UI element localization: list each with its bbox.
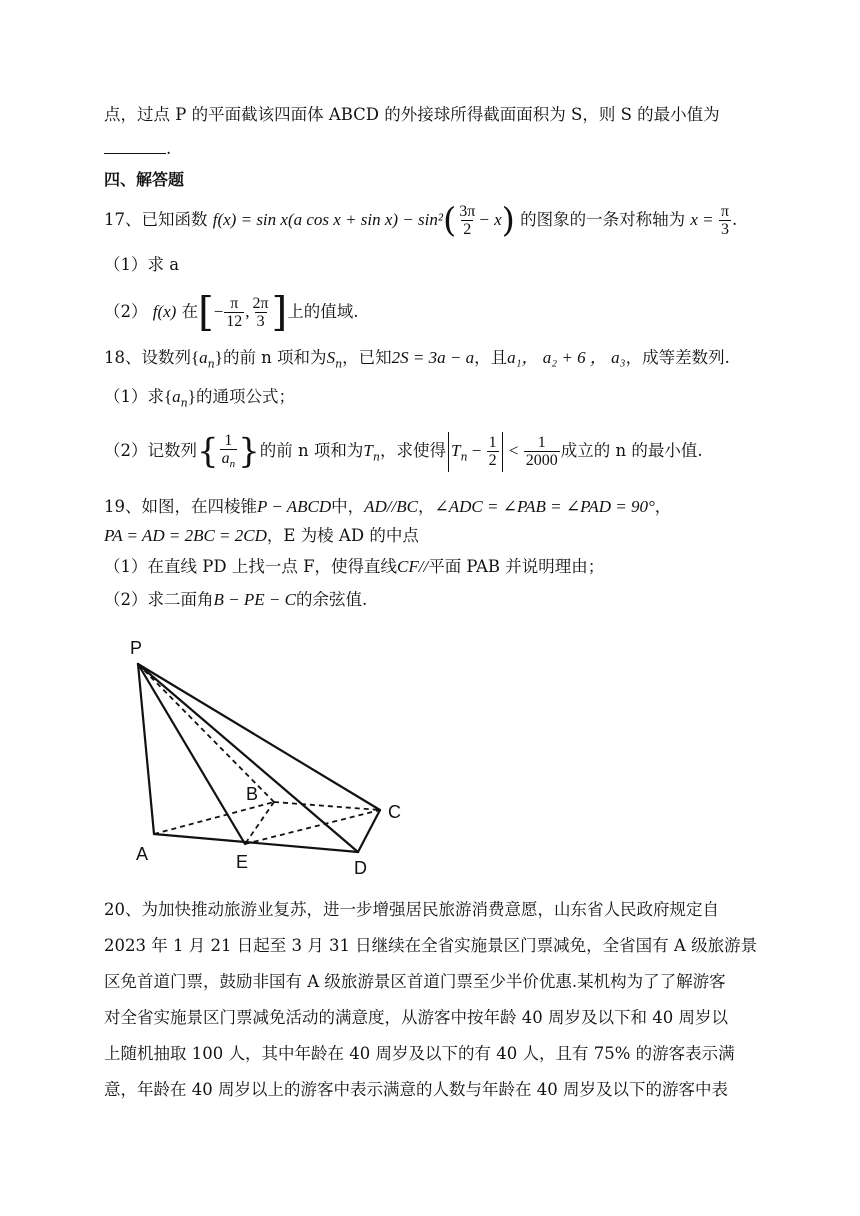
frac-num: π (720, 202, 729, 220)
rhs-fraction (524, 435, 560, 469)
edge-EC (245, 810, 380, 844)
edge-AD (154, 834, 358, 852)
part1-tail: 的通项公式； (195, 387, 295, 406)
seq-t: T (363, 441, 373, 460)
q18-statement: 18、设数列$\{a_n\}$的前 n 项和为$S_n$，已知2S = 3a − a，且a₁， a₂ + 6 ， a₃，成等差数列. (104, 348, 730, 371)
edge-BC (274, 802, 380, 810)
q19-pyramid: P − ABCD (257, 497, 332, 516)
right-bracket: ] (271, 289, 288, 336)
q19-c2: ， (654, 497, 672, 516)
left-bracket: [ (198, 289, 214, 336)
q17-function: f(x) = sin x(a cos x + sin x) − sin² (212, 210, 443, 229)
q18-condition: 2S = 3a − a (391, 348, 475, 367)
edge-PC (138, 664, 380, 810)
part-label: （2） (104, 302, 153, 321)
q17-mid: 的图象的一条对称轴为 (514, 210, 691, 229)
connector: 在 (176, 302, 199, 321)
q20-line2: 2023 年 1 月 21 日起至 3 月 31 日继续在全省实施景区门票减免，全省国有 A 级旅游景 (104, 936, 758, 955)
q18-text-e: ，成等差数列. (625, 348, 730, 367)
period: . (166, 139, 172, 158)
frac-num: 1 (537, 433, 546, 451)
edge-PE (138, 664, 245, 844)
answer-blank (104, 139, 166, 154)
part-label: （1）求 (104, 387, 164, 406)
q20-line3: 区免首道门票，鼓励非国有 A 级旅游景区首道门票至少半价优惠.某机构为了了解游客 (104, 972, 726, 991)
seq-t: T (450, 441, 461, 460)
q19-equalities: PA = AD = 2BC = 2CD (104, 526, 267, 545)
frac-den: 3 (720, 220, 729, 238)
right-brace: } (238, 431, 260, 472)
seq-a: a (172, 387, 181, 406)
q18-text-d: ，且 (474, 348, 508, 367)
part2-tail: 上的值域. (287, 302, 359, 321)
q19-parallel: AD//BC (364, 497, 418, 516)
function-fx: f(x) (152, 302, 177, 321)
q19-part2 (104, 588, 764, 612)
half-fraction (487, 435, 499, 469)
part-label: （1）在直线 PD 上找一点 F，使得直线 (104, 557, 398, 576)
pyramid-figure (124, 632, 424, 882)
frac-num: π (230, 294, 239, 312)
edge-DC (358, 810, 380, 852)
period: . (732, 210, 738, 229)
part-label: （2）记数列 (104, 441, 197, 460)
q19-line1 (104, 495, 764, 519)
recip-fraction (220, 433, 238, 470)
q17-arg-tail: − x (478, 210, 502, 229)
q19-dihedral: B − PE − C (213, 590, 296, 609)
interval-hi (251, 296, 271, 330)
answer-blank-line (104, 137, 764, 161)
q19-prefix: 19、如图，在四棱锥 (104, 497, 257, 516)
label-A: A (136, 844, 149, 864)
q18-text-c: ，已知 (342, 348, 392, 367)
label-E: E (236, 852, 249, 872)
frac-num: 2π (252, 294, 269, 312)
right-paren: ) (501, 200, 515, 241)
edge-BE (245, 802, 274, 844)
q18-part2: （2）记数列{ $\frac{1}{a_n}$ }的前 n 项和为$T_n$，求使得 $T_n$ − $\frac{1}{2}$ < $\frac{1}{2000}$ 成立的 n 的最小值. (104, 431, 703, 472)
edge-PA (138, 664, 154, 834)
left-paren: ( (443, 200, 457, 241)
q19-part1 (104, 555, 764, 579)
q17-part2: （2） f(x) 在[− $\frac{\pi}{12}$ , $\frac{2\pi}{3}$ ]上的值域. (104, 289, 359, 336)
frac-num: 1 (488, 433, 497, 451)
part-label: （2）求二面角 (104, 590, 214, 609)
q20-line6: 意，年龄在 40 周岁以上的游客中表示满意的人数与年龄在 40 周岁及以下的游客中表 (104, 1080, 728, 1099)
frac-num: 1 (224, 431, 233, 449)
frac-den: $a_n$ (221, 449, 236, 471)
q18-terms: a₁， a₂ + 6 ， a₃ (507, 348, 626, 367)
q19-cf: CF// (397, 557, 429, 576)
q18-text-b: 的前 n 项和为 (222, 348, 327, 367)
q17-axis-lhs: x = (690, 210, 718, 229)
edge-AB (154, 802, 274, 834)
q19-line2 (104, 524, 764, 548)
frac-den: 3 (256, 312, 265, 330)
problem16-tail-line (104, 103, 764, 127)
frac-den: 2 (463, 220, 472, 238)
label-D: D (354, 858, 367, 878)
label-C: C (388, 802, 401, 822)
q17-part1: （1）求 a (104, 255, 180, 274)
seq-a: a (199, 348, 208, 367)
label-P: P (130, 638, 143, 658)
q18-2b: 的前 n 项和为 (259, 441, 364, 460)
q17-axis-fraction (719, 204, 731, 238)
q20-line5: 上随机抽取 100 人，其中年龄在 40 周岁及以下的有 40 人，且有 75% 的游客表示满 (104, 1044, 735, 1063)
label-B: B (246, 784, 259, 804)
interval-lo (224, 296, 244, 330)
q19-b: 中， (331, 497, 365, 516)
left-brace: { (197, 431, 219, 472)
frac-num: 3π (459, 202, 476, 220)
q18-2d: 成立的 n 的最小值. (560, 441, 703, 460)
frac-den: 2 (488, 451, 497, 469)
problem16-tail-text: 点，过点 P 的平面截该四面体 ABCD 的外接球所得截面面积为 S，则 S 的最小值为 (104, 105, 720, 124)
q20-line1: 20、为加快推动旅游业复苏，进一步增强居民旅游消费意愿，山东省人民政府规定自 (104, 900, 719, 919)
q17-arg-fraction (457, 204, 477, 238)
q17-prefix: 17、已知函数 (104, 210, 213, 229)
q19-c: ， (417, 497, 435, 516)
q18-prefix: 18、设数列 (104, 348, 191, 367)
part1-tail: 平面 PAB 并说明理由； (428, 557, 605, 576)
q17-statement (104, 200, 764, 240)
q19-l2b: ，E 为棱 AD 的中点 (266, 526, 419, 545)
q19-angles: ∠ADC = ∠PAB = ∠PAD = 90° (434, 497, 655, 516)
q20-line4: 对全省实施景区门票减免活动的满意度，从游客中按年龄 40 周岁及以下和 40 周岁以 (104, 1008, 728, 1027)
frac-den: 2000 (525, 451, 558, 469)
section-heading: 四、解答题 (104, 170, 185, 189)
frac-den: 12 (226, 312, 243, 330)
seq-s: S (326, 348, 336, 367)
q18-2c: ，求使得 (379, 441, 446, 460)
part2-tail: 的余弦值. (295, 590, 368, 609)
q18-part1: （1）求$\{a_n\}$的通项公式； (104, 387, 295, 410)
